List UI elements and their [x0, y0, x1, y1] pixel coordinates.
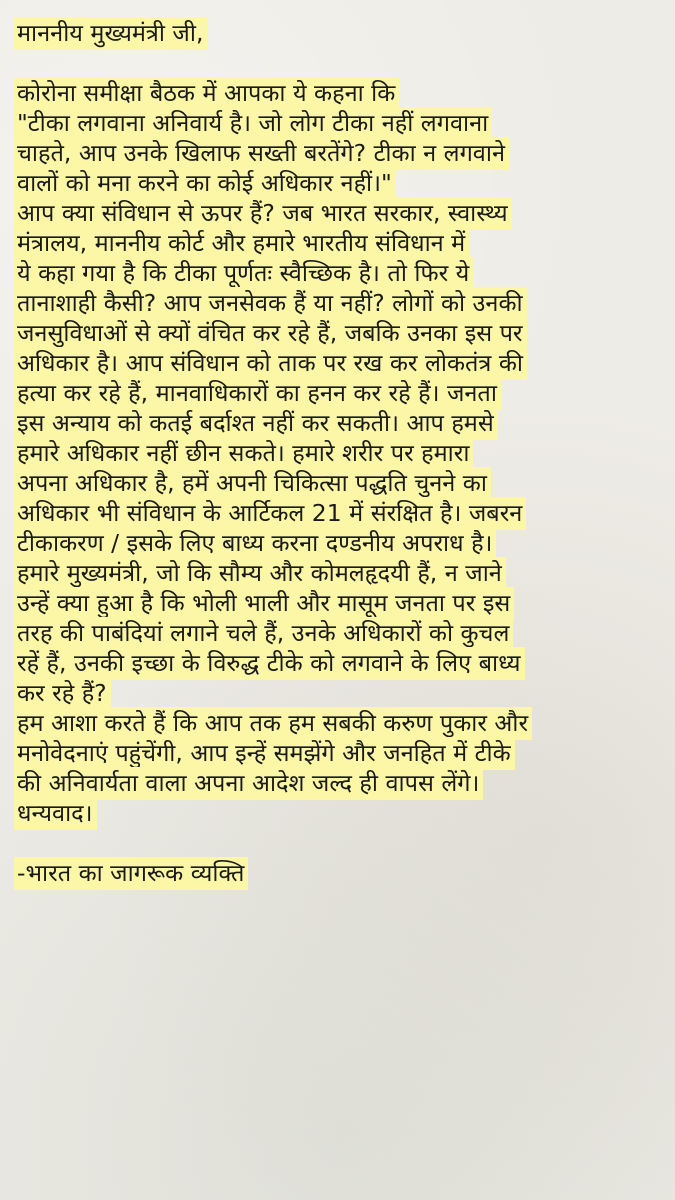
body-line-text: की अनिवार्यता वाला अपना आदेश जल्द ही वापस लेंगे।: [14, 767, 483, 800]
body-line-text: धन्यवाद।: [14, 797, 97, 830]
salutation: माननीय मुख्यमंत्री जी,: [14, 17, 207, 50]
body-line-text: अधिकार भी संविधान के आर्टिकल 21 में संरक्षित है। जबरन: [14, 497, 526, 530]
body-line: [14, 348, 664, 378]
body-line-text: आप क्या संविधान से ऊपर हैं? जब भारत सरकार, स्वास्थ्य: [14, 197, 512, 230]
body-line-text: तरह की पाबंदियां लगाने चले हैं, उनके अधिकारों को कुचल: [14, 617, 513, 650]
signature-line: [14, 858, 664, 888]
body-line: [14, 768, 664, 798]
body-line-text: इस अन्याय को कतई बर्दाश्त नहीं कर सकती। आप हमसे: [14, 407, 498, 440]
body-line: [14, 408, 664, 438]
body-line: [14, 288, 664, 318]
body-line: [14, 588, 664, 618]
signature: -भारत का जागरूक व्यक्ति: [14, 857, 248, 890]
body-line-text: ये कहा गया है कि टीका पूर्णतः स्वैच्छिक है। तो फिर ये: [14, 257, 473, 290]
body-line-text: हम आशा करते हैं कि आप तक हम सबकी करुण पुकार और: [14, 707, 532, 740]
body-line-text: अधिकार है। आप संविधान को ताक पर रख कर लोकतंत्र की: [14, 347, 527, 380]
body-line-text: टीकाकरण / इसके लिए बाध्य करना दण्डनीय अपराध है।: [14, 527, 496, 560]
body-line-text: कोरोना समीक्षा बैठक में आपका ये कहना कि: [14, 77, 399, 110]
body-line: [14, 468, 664, 498]
body-line: [14, 228, 664, 258]
body-line-text: अपना अधिकार है, हमें अपनी चिकित्सा पद्धति चुनने का: [14, 467, 491, 500]
body-line: [14, 168, 664, 198]
body-line-text: चाहते, आप उनके खिलाफ सख्ती बरतेंगे? टीका न लगवाने: [14, 137, 509, 170]
body-line-text: "टीका लगवाना अनिवार्य है। जो लोग टीका नहीं लगवाना: [14, 107, 492, 140]
body-line-text: हमारे मुख्यमंत्री, जो कि सौम्य और कोमलहृदयी हैं, न जाने: [14, 557, 506, 590]
body-line: [14, 678, 664, 708]
body-line-text: उन्हें क्या हुआ है कि भोली भाली और मासूम जनता पर इस: [14, 587, 514, 620]
letter: [14, 18, 664, 888]
body-line-text: कर रहे हैं?: [14, 677, 111, 710]
body-line: [14, 378, 664, 408]
body-line: [14, 318, 664, 348]
body-line-text: मनोवेदनाएं पहुंचेंगी, आप इन्हें समझेंगे और जनहित में टीके: [14, 737, 515, 770]
body-line-text: तानाशाही कैसी? आप जनसेवक हैं या नहीं? लोगों को उनकी: [14, 287, 527, 320]
body-line: [14, 648, 664, 678]
body-line: [14, 558, 664, 588]
body-line: [14, 618, 664, 648]
body-line: [14, 738, 664, 768]
body-line-text: हत्या कर रहे हैं, मानवाधिकारों का हनन कर रहे हैं। जनता: [14, 377, 501, 410]
body-line-text: मंत्रालय, माननीय कोर्ट और हमारे भारतीय संविधान में: [14, 227, 469, 260]
salutation-line: [14, 18, 664, 48]
body-line-text: हमारे अधिकार नहीं छीन सकते। हमारे शरीर पर हमारा: [14, 437, 473, 470]
blank-line: [14, 48, 664, 78]
body-line: [14, 198, 664, 228]
body-line-text: वालों को मना करने का कोई अधिकार नहीं।": [14, 167, 396, 200]
body-line: [14, 708, 664, 738]
body-line: [14, 258, 664, 288]
body-line: [14, 438, 664, 468]
blank-line: [14, 828, 664, 858]
body-line: [14, 138, 664, 168]
body-line: [14, 528, 664, 558]
body-line: [14, 78, 664, 108]
body-line-text: रहें हैं, उनकी इच्छा के विरुद्ध टीके को लगवाने के लिए बाध्य: [14, 647, 525, 680]
body-line: [14, 498, 664, 528]
body-line-text: जनसुविधाओं से क्यों वंचित कर रहे हैं, जबकि उनका इस पर: [14, 317, 527, 350]
body-line: [14, 798, 664, 828]
body-line: [14, 108, 664, 138]
